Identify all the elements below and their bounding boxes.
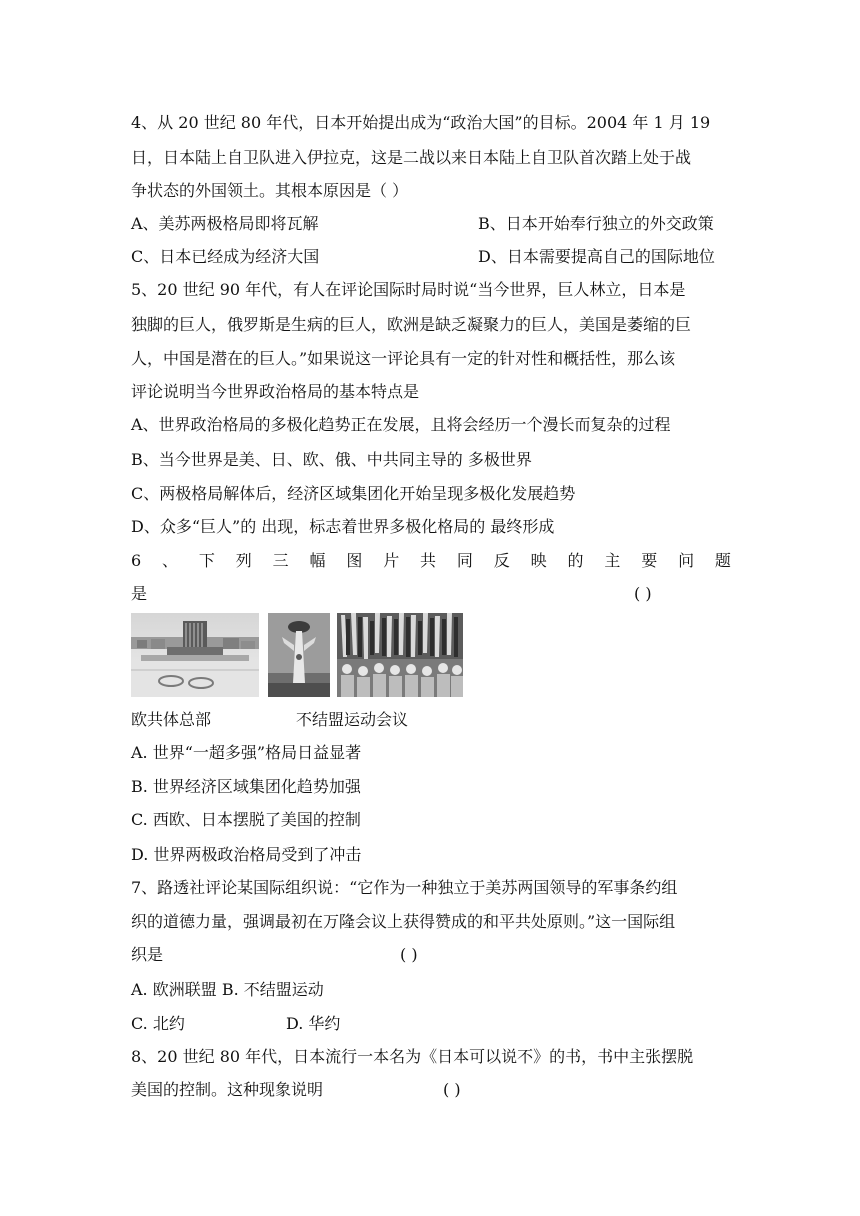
q6-option-c: C. 西欧、日本摆脱了美国的控制 — [131, 810, 361, 829]
non-aligned-meeting-photo — [337, 613, 463, 697]
q8-answer-paren: ( ) — [443, 1080, 461, 1099]
q5-option-d: D、众多“巨人”的 出现，标志着世界多极化格局的 最终形成 — [131, 517, 555, 536]
q6-char: 问 — [678, 551, 695, 570]
q6-option-b: B. 世界经济区域集团化趋势加强 — [131, 777, 361, 796]
q7-line-1: 7、路透社评论某国际组织说：“它作为一种独立于美苏两国领导的军事条约组 — [131, 878, 678, 897]
q6-char: 反 — [493, 551, 510, 570]
photo-caption-ec: 欧共体总部 — [131, 710, 212, 729]
photo-caption-nam: 不结盟运动会议 — [296, 710, 409, 729]
q5-option-b: B、当今世界是美、日、欧、俄、中共同主导的 多极世界 — [131, 450, 532, 469]
q8-line-1: 8、20 世纪 80 年代，日本流行一本名为《日本可以说不》的书，书中主张摆脱 — [131, 1047, 694, 1066]
q6-option-a: A. 世界“一超多强”格局日益显著 — [131, 743, 362, 762]
q6-char: 列 — [235, 551, 252, 570]
q6-line-1 — [131, 551, 731, 571]
q6-char: 6 — [131, 551, 142, 570]
q6-char: 共 — [420, 551, 437, 570]
ec-headquarters-photo — [131, 613, 259, 697]
q6-char: 映 — [530, 551, 547, 570]
q6-char: 同 — [456, 551, 473, 570]
q6-char: 下 — [198, 551, 215, 570]
q6-char: 三 — [272, 551, 289, 570]
q7-answer-paren: ( ) — [400, 945, 418, 964]
q6-char: 图 — [346, 551, 363, 570]
q4-line-2: 日，日本陆上自卫队进入伊拉克，这是二战以来日本陆上自卫队首次踏上处于战 — [131, 148, 692, 167]
q6-char: 幅 — [309, 551, 326, 570]
q7-option-c: C. 北约 — [131, 1014, 185, 1033]
q6-option-d: D. 世界两极政治格局受到了冲击 — [131, 845, 362, 864]
q5-line-2: 独脚的巨人，俄罗斯是生病的巨人，欧洲是缺乏凝聚力的巨人，美国是萎缩的巨 — [131, 315, 692, 334]
q8-line-2: 美国的控制。这种现象说明 — [131, 1080, 324, 1099]
q6-answer-paren: ( ) — [634, 584, 652, 603]
q5-line-4: 评论说明当今世界政治格局的基本特点是 — [131, 382, 420, 401]
q7-options-ab: A. 欧洲联盟 B. 不结盟运动 — [131, 980, 324, 999]
q4-option-c: C、日本已经成为经济大国 — [131, 247, 320, 266]
q4-option-d: D、日本需要提高自己的国际地位 — [478, 247, 715, 266]
q7-line-3: 织是 — [131, 945, 164, 964]
q6-char: 主 — [604, 551, 621, 570]
q6-char: 的 — [567, 551, 584, 570]
q6-line-2: 是 — [131, 584, 148, 603]
q7-option-d: D. 华约 — [286, 1014, 341, 1033]
q6-char: 题 — [714, 551, 731, 570]
q4-option-a: A、美苏两极格局即将瓦解 — [131, 214, 319, 233]
q6-char: 、 — [162, 551, 179, 570]
q6-char: 要 — [641, 551, 658, 570]
q5-line-1: 5、20 世纪 90 年代，有人在评论国际时局时说“当今世界，巨人林立，日本是 — [131, 280, 686, 299]
q4-option-b: B、日本开始奉行独立的外交政策 — [478, 214, 714, 233]
q6-char: 片 — [383, 551, 400, 570]
tower-monument-photo — [268, 613, 330, 697]
q5-option-c: C、两极格局解体后，经济区域集团化开始呈现多极化发展趋势 — [131, 484, 576, 503]
q7-line-2: 织的道德力量，强调最初在万隆会议上获得赞成的和平共处原则。”这一国际组 — [131, 912, 676, 931]
q5-line-3: 人，中国是潜在的巨人。”如果说这一评论具有一定的针对性和概括性，那么该 — [131, 349, 676, 368]
q4-line-3: 争状态的外国领土。其根本原因是（ ） — [131, 181, 409, 200]
q4-line-1: 4、从 20 世纪 80 年代，日本开始提出成为“政治大国”的目标。2004 年 1 月 19 — [131, 113, 711, 132]
q5-option-a: A、世界政治格局的多极化趋势正在发展，且将会经历一个漫长而复杂的过程 — [131, 415, 671, 434]
